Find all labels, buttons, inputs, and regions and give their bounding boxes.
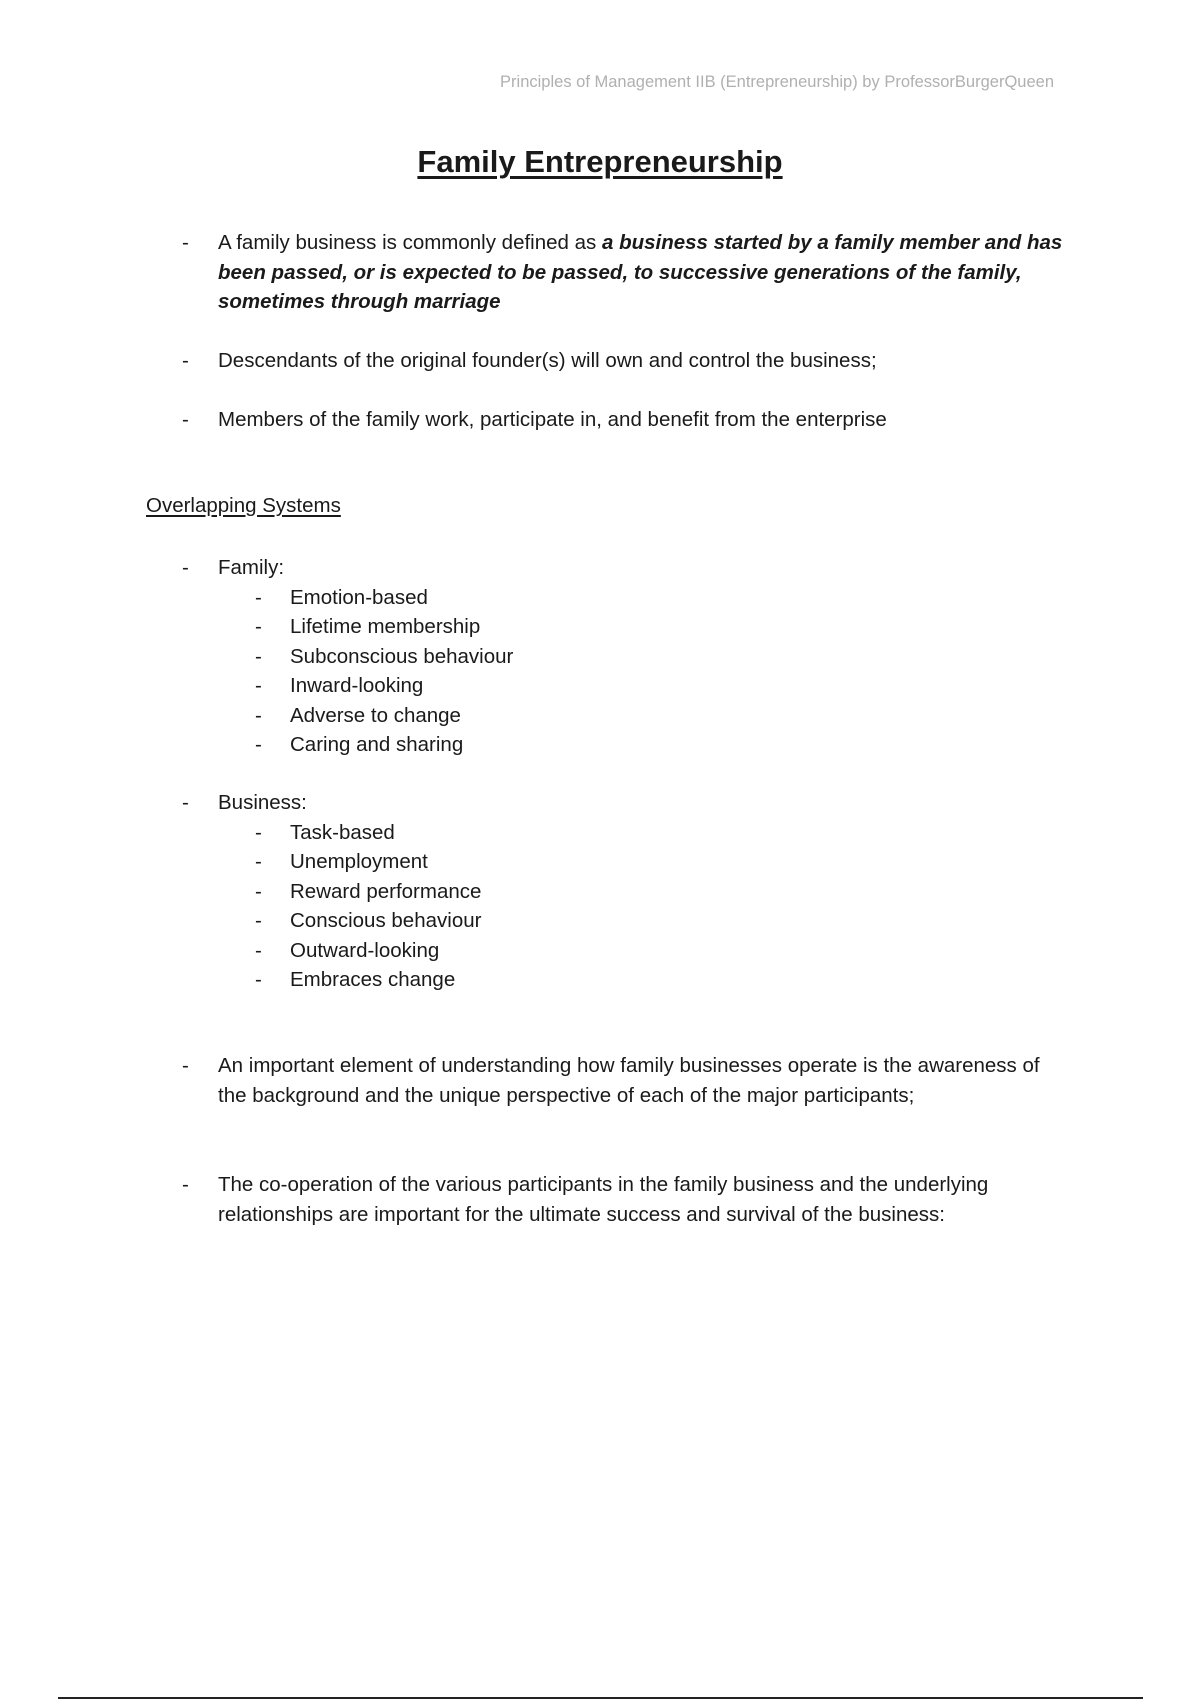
business-label: Business: — [218, 791, 307, 814]
bullet-text: Descendants of the original founder(s) will own and control the business; — [218, 349, 877, 372]
sub-bullet-dash: - — [255, 909, 262, 932]
trait-text: Adverse to change — [290, 703, 461, 727]
trait-text: Emotion-based — [290, 585, 428, 609]
bullet-dash: - — [182, 1054, 189, 1077]
bullet-dash: - — [182, 1173, 189, 1196]
list-item — [146, 906, 1066, 936]
list-item — [146, 612, 1066, 642]
bullet-dash: - — [182, 349, 189, 372]
section-heading-overlapping-systems: Overlapping Systems — [146, 494, 341, 517]
document-header-note: Principles of Management IIB (Entrepreneurship) by ProfessorBurgerQueen — [500, 73, 1054, 91]
business-system — [146, 788, 1066, 995]
trait-text: Lifetime membership — [290, 615, 481, 638]
intro-bullet-definition — [146, 228, 1066, 317]
sub-bullet-dash: - — [255, 879, 262, 903]
list-item — [146, 847, 1066, 877]
trait-text: Inward-looking — [290, 674, 424, 697]
trait-text: Caring and sharing — [290, 733, 464, 756]
page-title: Family Entrepreneurship — [417, 144, 783, 179]
sub-bullet-dash: - — [255, 674, 262, 697]
bullet-text: An important element of understanding how family businesses operate is the awareness of the background and the unique perspective of each of the major participants; — [218, 1054, 1040, 1107]
trait-text: Conscious behaviour — [290, 909, 482, 932]
trait-text: Reward performance — [290, 879, 482, 903]
trait-text: Subconscious behaviour — [290, 644, 514, 668]
family-label-row — [146, 553, 1066, 583]
definition-emphasis: a business started by a family member and has been passed, or is expected to be passed, to successive generations of the family, sometimes through marriage — [218, 231, 1063, 313]
list-item — [146, 936, 1066, 966]
trait-text: Outward-looking — [290, 938, 440, 962]
definition-prefix: A family business is commonly defined as — [218, 231, 602, 254]
list-item — [146, 671, 1066, 701]
business-traits-list — [146, 818, 1066, 995]
sub-bullet-dash: - — [255, 615, 262, 638]
bullet-dash: - — [182, 556, 189, 579]
list-item — [146, 642, 1066, 672]
trait-text: Unemployment — [290, 850, 428, 873]
list-item — [146, 965, 1066, 995]
bullet-dash: - — [182, 791, 189, 814]
bullet-dash: - — [182, 231, 189, 254]
list-item — [146, 730, 1066, 760]
bullet-paragraph — [146, 1051, 1066, 1110]
bullet-dash: - — [182, 408, 189, 431]
sub-bullet-dash: - — [255, 820, 262, 844]
list-item — [146, 701, 1066, 731]
bullet-paragraph — [146, 346, 1066, 376]
sub-bullet-dash: - — [255, 585, 262, 609]
bullet-paragraph — [146, 1170, 1066, 1229]
closing-bullet-awareness — [146, 1051, 1066, 1110]
business-label-row — [146, 788, 1066, 818]
list-item — [146, 583, 1066, 613]
bullet-text: The co-operation of the various participants in the family business and the underlying relationships are important for the ultimate success and survival of the business: — [218, 1173, 989, 1226]
list-item — [146, 818, 1066, 848]
sub-bullet-dash: - — [255, 644, 262, 668]
sub-bullet-dash: - — [255, 850, 262, 873]
family-system — [146, 553, 1066, 760]
intro-bullet-descendants — [146, 346, 1066, 376]
bullet-paragraph — [146, 405, 1066, 435]
page-bottom-rule — [58, 1697, 1143, 1699]
trait-text: Embraces change — [290, 968, 456, 991]
family-traits-list — [146, 583, 1066, 760]
family-label: Family: — [218, 556, 285, 579]
trait-text: Task-based — [290, 820, 395, 844]
sub-bullet-dash: - — [255, 703, 262, 727]
intro-bullet-members — [146, 405, 1066, 435]
bullet-text: Members of the family work, participate in, and benefit from the enterprise — [218, 408, 887, 431]
sub-bullet-dash: - — [255, 733, 262, 756]
bullet-paragraph — [146, 228, 1066, 317]
sub-bullet-dash: - — [255, 968, 262, 991]
sub-bullet-dash: - — [255, 938, 262, 962]
list-item — [146, 877, 1066, 907]
closing-bullet-cooperation — [146, 1170, 1066, 1229]
